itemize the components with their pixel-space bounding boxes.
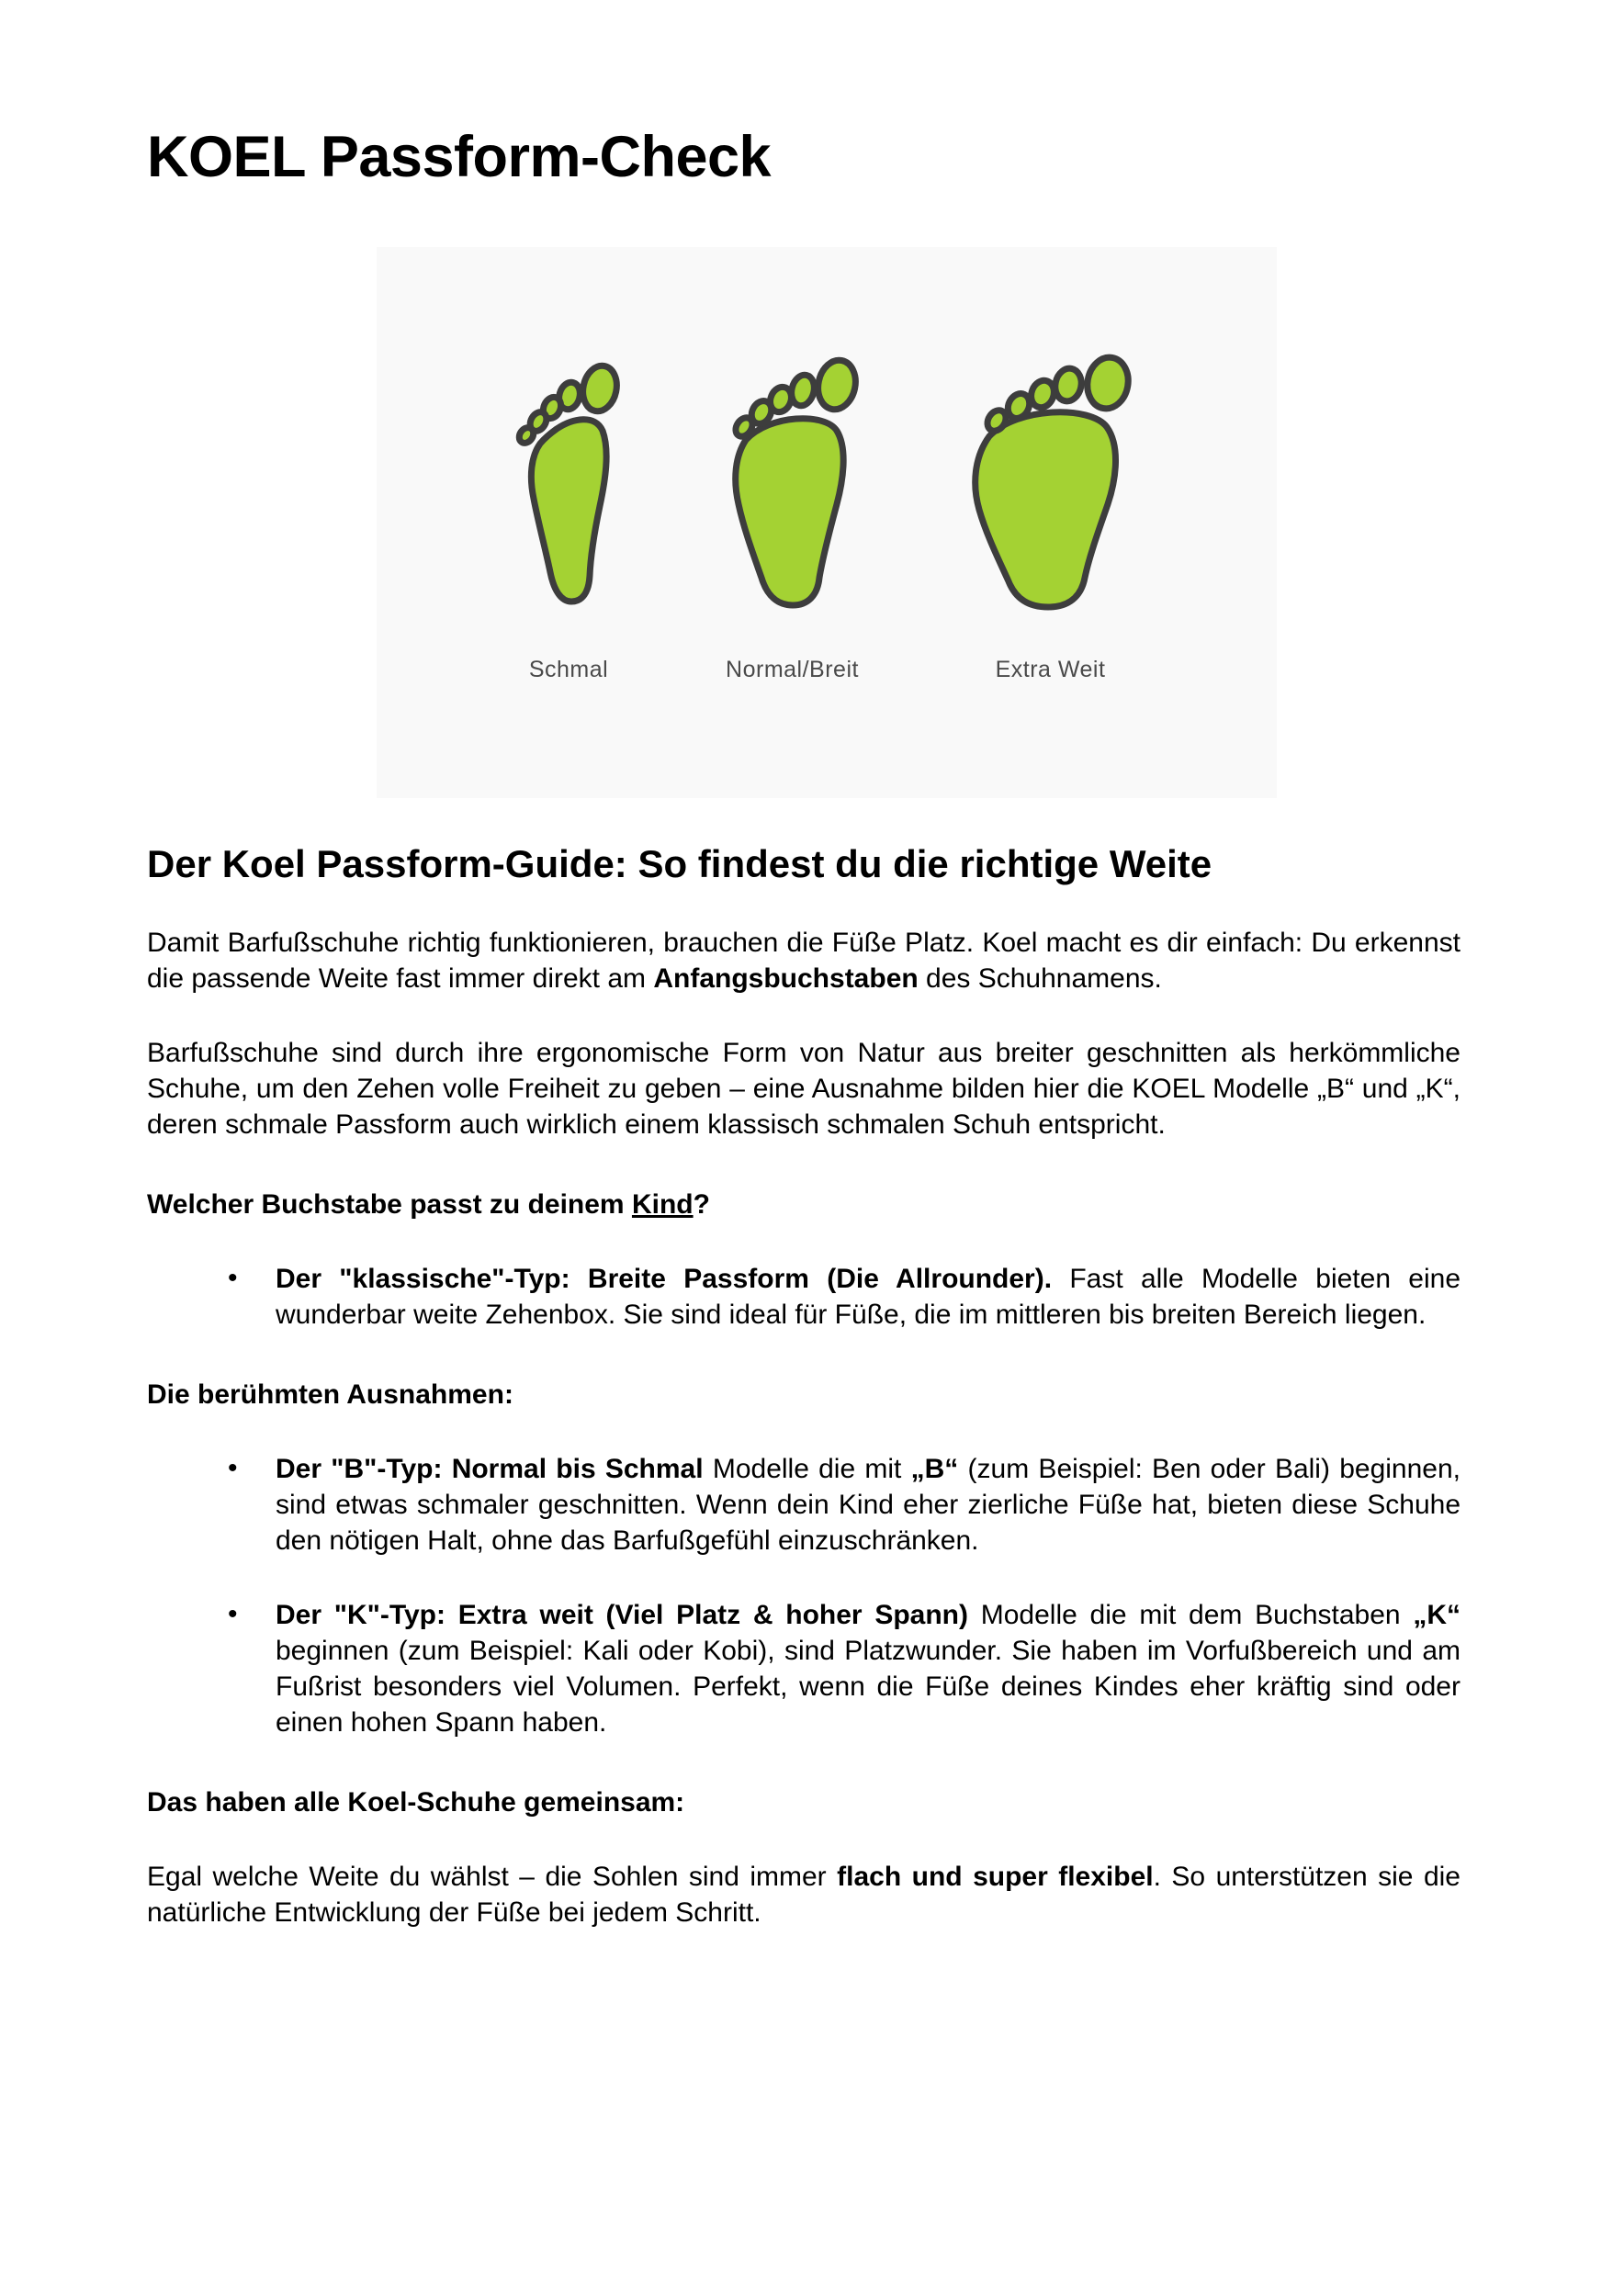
ergonomic-paragraph: Barfußschuhe sind durch ihre ergonomische Form von Natur aus breiter geschnitten als herkömmliche Schuhe, um den Zehen volle Freiheit zu geben – eine Ausnahme bilden hier die KOEL Modelle „B“ und „K“, deren schmale Passform auch wirklich einem klassisch schmalen Schuh entspricht. — [147, 1038, 1460, 1140]
question-heading: Welcher Buchstabe passt zu deinem Kind? — [147, 1189, 710, 1220]
footprint-normal-shape — [732, 356, 860, 605]
page-title: KOEL Passform-Check — [147, 125, 772, 189]
bullet-b-type: • Der "B"-Typ: Normal bis Schmal Modelle die mit „B“ (zum Beispiel: Ben oder Bali) beginnen, sind etwas schmaler geschnitten. Wenn dein Kind eher zierliche Füße hat, bieten diese Schuhe den nötigen Halt, ohne das Barfußgefühl einzuschränken. — [147, 1451, 1460, 1559]
foot-column-normal — [716, 341, 868, 682]
footprint-extra-wide-shape — [976, 355, 1133, 607]
footprint-narrow-shape — [516, 363, 621, 602]
bullet-classic-type: • Der "klassische"-Typ: Breite Passform (Die Allrounder). Fast alle Modelle bieten eine wunderbar weite Zehenbox. Sie sind ideal für Füße, die im mittleren bis breiten Bereich liegen. — [147, 1261, 1460, 1333]
footprint-narrow-image — [509, 341, 628, 625]
footprint-label: Schmal — [528, 657, 609, 682]
foot-width-figure — [377, 247, 1277, 798]
bullet-k-type: • Der "K"-Typ: Extra weit (Viel Platz & hoher Spann) Modelle die mit dem Buchstaben „K“ beginnen (zum Beispiel: Kali oder Kobi), sind Platzwunder. Sie haben im Vorfußbereich und am Fußrist besonders viel Volumen. Perfekt, wenn die Füße deines Kindes eher kräftig sind oder einen hohen Spann haben. — [147, 1597, 1460, 1740]
common-heading: Das haben alle Koel-Schuhe gemeinsam: — [147, 1787, 685, 1818]
guide-heading: Der Koel Passform-Guide: So findest du die richtige Weite — [147, 842, 1212, 885]
soles-paragraph: Egal welche Weite du wählst – die Sohlen sind immer flach und super flexibel. So unterstützen sie die natürliche Entwicklung der Füße bei jedem Schritt. — [147, 1862, 1460, 1928]
footprint-label: Normal/Breit — [726, 657, 859, 682]
footprint-extra-wide-image — [956, 341, 1145, 625]
foot-column-narrow — [509, 341, 628, 682]
footprint-label: Extra Weit — [995, 657, 1106, 682]
footprints-row — [509, 341, 1145, 682]
intro-paragraph: Damit Barfußschuhe richtig funktionieren, brauchen die Füße Platz. Koel macht es dir einfach: Du erkennst die passende Weite fast immer direkt am Anfangsbuchstaben des Schuhnamens. — [147, 928, 1460, 994]
foot-column-extra-wide — [956, 341, 1145, 682]
footprint-normal-image — [716, 341, 868, 625]
exceptions-heading: Die berühmten Ausnahmen: — [147, 1379, 513, 1410]
